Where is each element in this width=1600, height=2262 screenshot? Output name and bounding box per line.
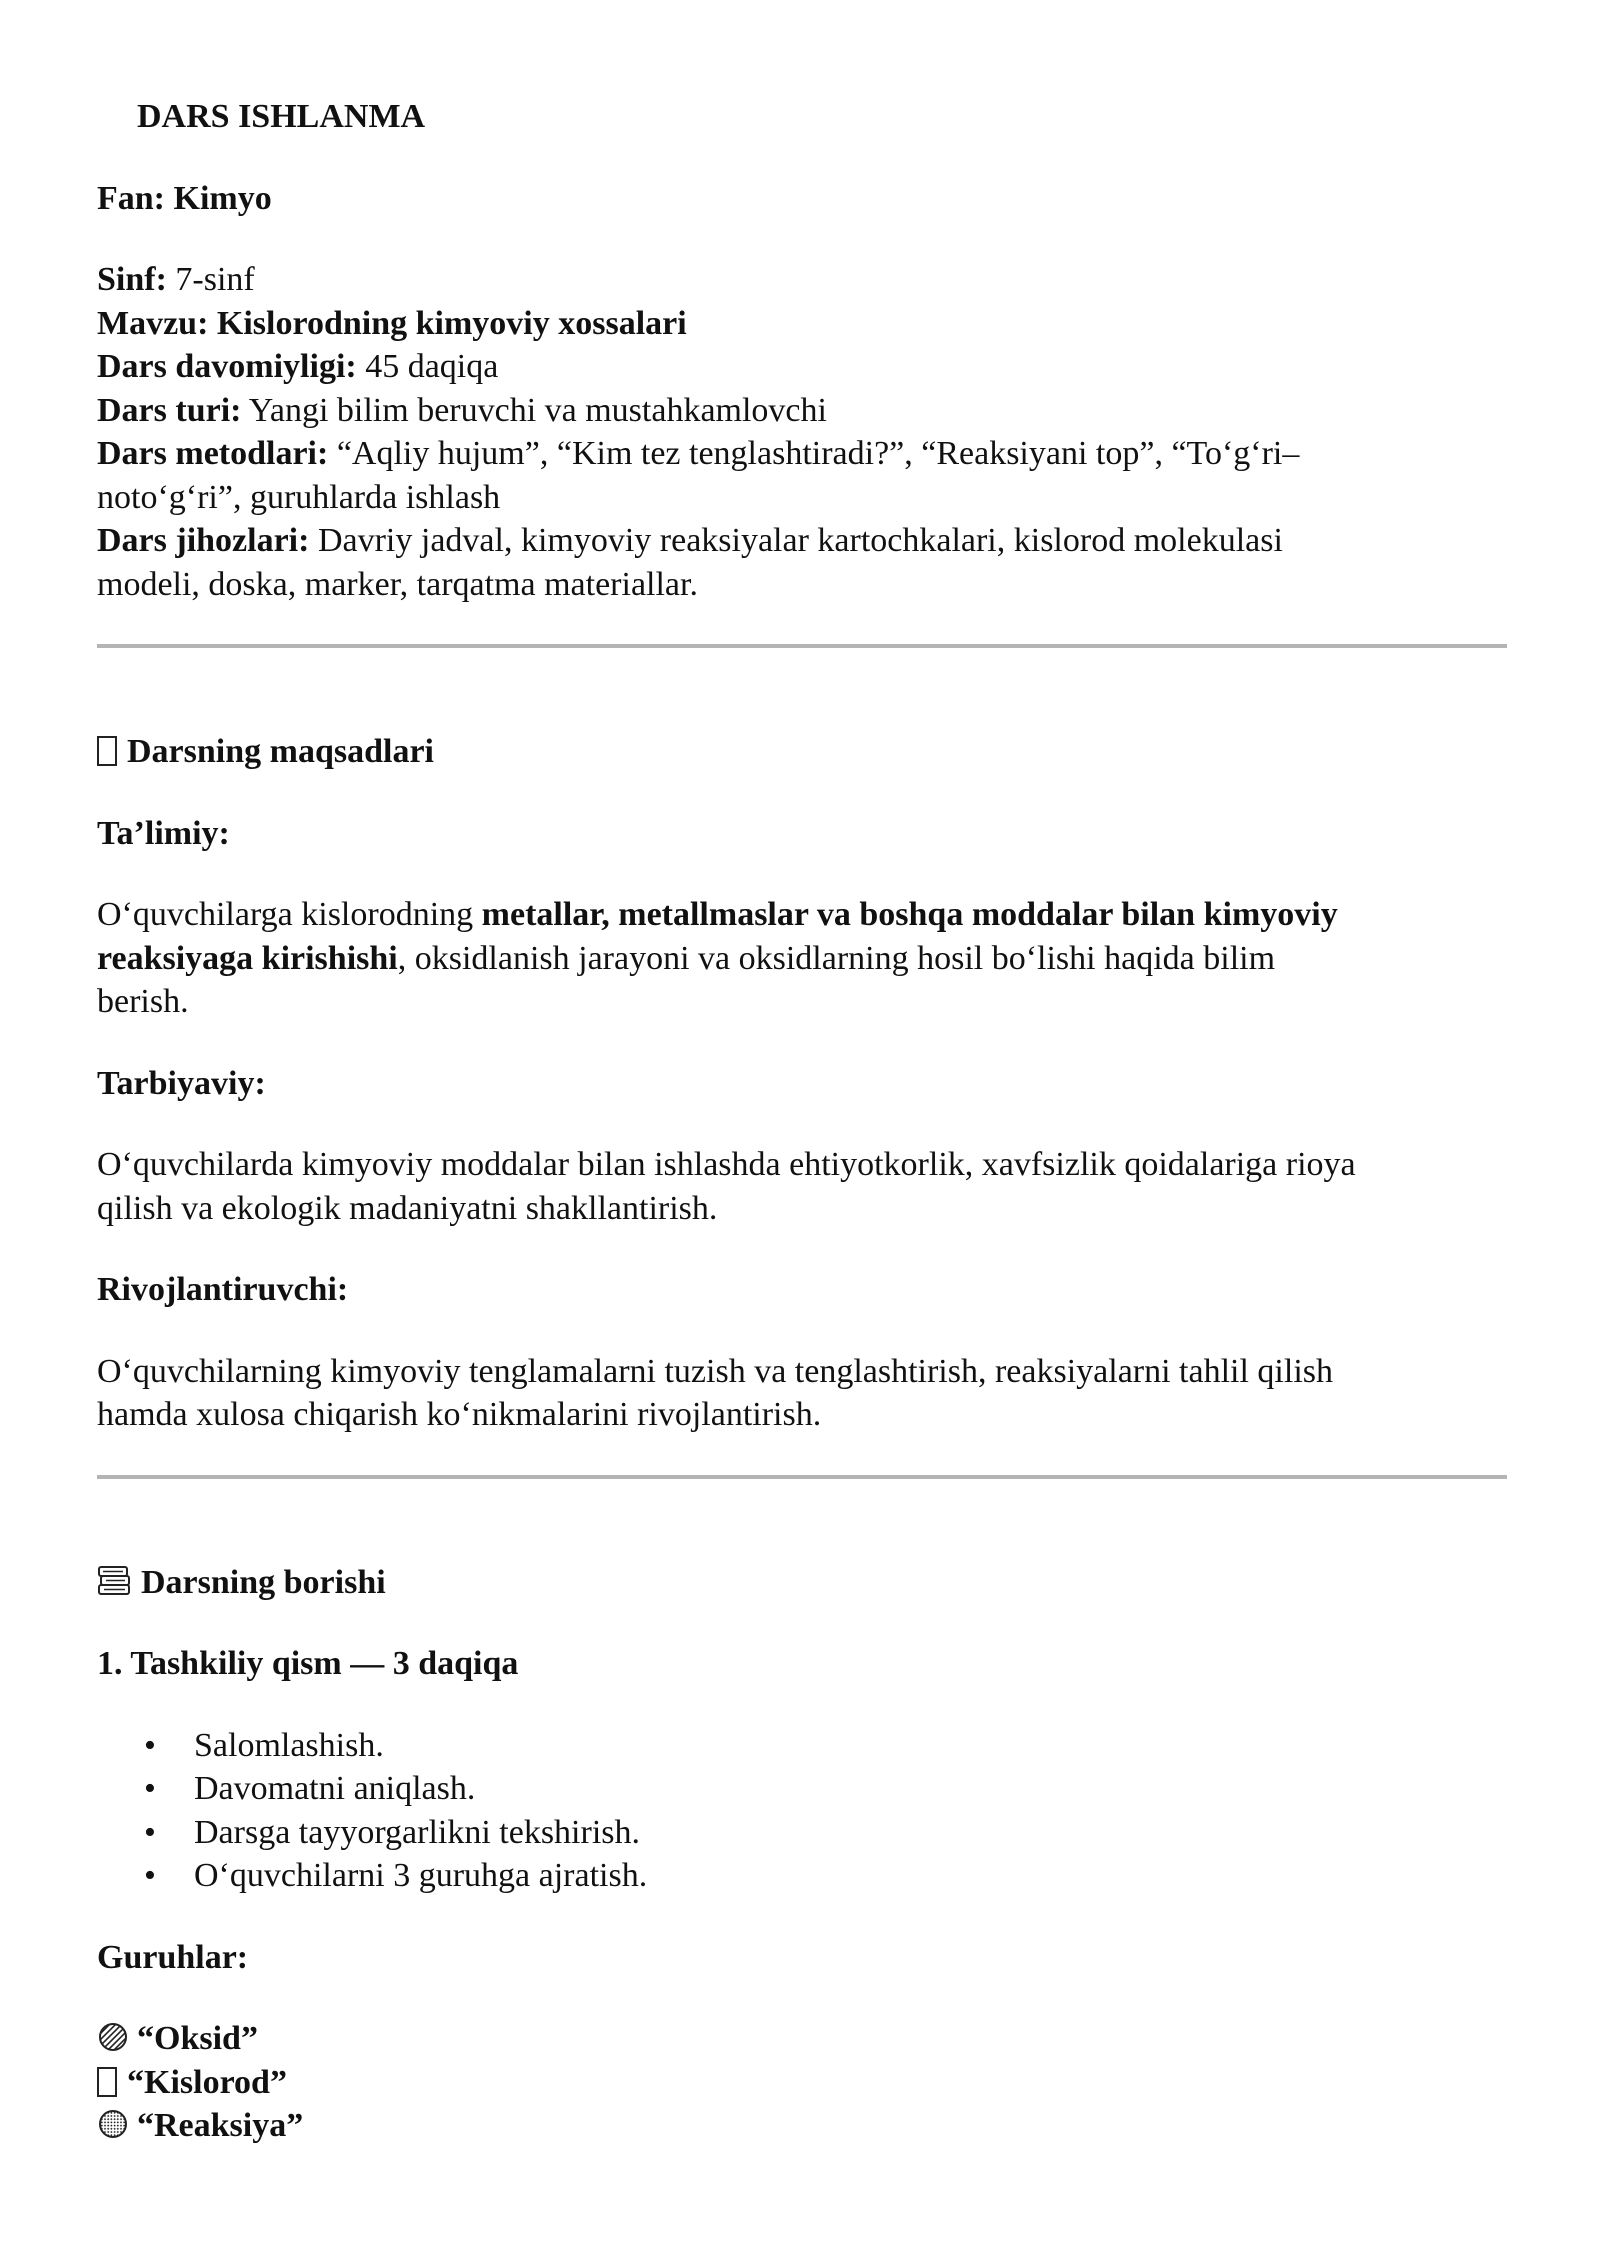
upbringing-goal-line-2: qilish va ekologik madaniyatni shakllantirish. xyxy=(97,1189,718,1227)
groups-heading: Guruhlar: xyxy=(97,1938,249,1976)
bullet: • xyxy=(144,1857,156,1894)
educational-goal-line-1 xyxy=(97,893,1507,937)
developmental-goal-line-1: O‘quvchilarning kimyoviy tenglamalarni tuzish va tenglashtirish, reaksiyalarni tahlil qilish xyxy=(97,1352,1334,1390)
progress-heading-text: Darsning borishi xyxy=(141,1563,386,1601)
developmental-goal-heading: Rivojlantiruvchi: xyxy=(97,1271,349,1308)
lesson-type-value: Yangi bilim beruvchi va mustahkamlovchi xyxy=(248,391,827,429)
upbringing-goal-heading: Tarbiyaviy: xyxy=(97,1064,266,1102)
document-title: DARS ISHLANMA xyxy=(137,98,426,135)
bullet: • xyxy=(144,1770,156,1807)
list-item-text: Davomatni aniqlash. xyxy=(194,1770,476,1807)
bullet: • xyxy=(144,1813,156,1851)
goals-heading xyxy=(97,730,1507,774)
equipment-value-2: modeli, doska, marker, tarqatma materiallar. xyxy=(97,565,698,603)
list-item-text: Darsga tayyorgarlikni tekshirish. xyxy=(194,1813,641,1851)
educational-goal-line-3: berish. xyxy=(97,983,189,1020)
equipment-value-1: Davriy jadval, kimyoviy reaksiyalar kartochkalari, kislorod molekulasi xyxy=(317,522,1283,559)
groups-list xyxy=(97,2017,1507,2148)
duration-line xyxy=(97,345,1507,389)
methods-label: Dars metodlari: xyxy=(97,435,329,472)
lesson-type-line xyxy=(97,389,1507,433)
upbringing-goal-line-1: O‘quvchilarda kimyoviy moddalar bilan ishlashda ehtiyotkorlik, xavfsizlik qoidalariga rioya xyxy=(97,1146,1356,1183)
grade-label: Sinf: xyxy=(97,261,167,298)
educational-goal-pre: O‘quvchilarga kislorodning xyxy=(97,896,482,933)
divider xyxy=(97,644,1507,648)
subject-line xyxy=(97,177,1507,221)
stage-1-list xyxy=(97,1724,1507,1898)
list-item xyxy=(97,1854,1507,1898)
hatched-circle-icon xyxy=(97,2021,129,2053)
group-reaksiya xyxy=(97,2104,1507,2148)
developmental-goal-text xyxy=(97,1350,1507,1437)
stage-1-heading: 1. Tashkiliy qism — 3 daqiqa xyxy=(97,1645,519,1682)
document-page xyxy=(97,95,1507,2148)
group-name: “Kislorod” xyxy=(127,2063,287,2101)
lesson-meta xyxy=(97,258,1507,606)
methods-value-2: noto‘g‘ri”, guruhlarda ishlash xyxy=(97,478,501,516)
grade-line xyxy=(97,258,1507,302)
topic-line: Mavzu: Kislorodning kimyoviy xossalari xyxy=(97,304,687,342)
educational-goal-post-1: , oksidlanish jarayoni va oksidlarning hosil bo‘lishi haqida bilim xyxy=(397,939,1276,977)
educational-goal-bold-1: metallar, metallmaslar va boshqa moddalar bilan kimyoviy xyxy=(481,896,1338,933)
dotted-circle-icon xyxy=(97,2108,129,2140)
goals-heading-text: Darsning maqsadlari xyxy=(127,733,434,770)
methods-value-1: “Aqliy hujum”, “Kim tez tenglashtiradi?”, “Reaksiyani top”, “To‘g‘ri– xyxy=(336,435,1300,472)
duration-value: 45 daqiqa xyxy=(365,348,499,385)
missing-glyph-box-icon xyxy=(97,2067,117,2097)
educational-goal-text xyxy=(97,893,1507,1024)
missing-glyph-box-icon xyxy=(97,736,117,766)
group-name: “Oksid” xyxy=(137,2020,258,2057)
list-item-text: Salomlashish. xyxy=(194,1726,384,1764)
list-item-text: O‘quvchilarni 3 guruhga ajratish. xyxy=(194,1857,648,1894)
developmental-goal-line-2: hamda xulosa chiqarish ko‘nikmalarini rivojlantirish. xyxy=(97,1396,822,1433)
educational-goal-heading: Ta’limiy: xyxy=(97,814,230,852)
methods-line xyxy=(97,432,1507,476)
equipment-label: Dars jihozlari: xyxy=(97,522,310,559)
subject-label: Fan: xyxy=(97,179,165,217)
divider xyxy=(97,1475,1507,1479)
progress-heading xyxy=(97,1561,1507,1605)
educational-goal-line-2 xyxy=(97,937,1507,981)
duration-label: Dars davomiyligi: xyxy=(97,348,357,385)
educational-goal-bold-2: reaksiyaga kirishishi xyxy=(97,939,398,977)
group-kislorod xyxy=(97,2061,1507,2105)
group-name: “Reaksiya” xyxy=(137,2107,304,2144)
list-item xyxy=(97,1724,1507,1768)
list-item xyxy=(97,1767,1507,1811)
grade-value: 7-sinf xyxy=(175,261,255,298)
books-icon xyxy=(97,1565,131,1597)
equipment-line xyxy=(97,519,1507,563)
upbringing-goal-text xyxy=(97,1143,1507,1230)
list-item xyxy=(97,1811,1507,1855)
group-oksid xyxy=(97,2017,1507,2061)
bullet: • xyxy=(144,1726,156,1764)
lesson-type-label: Dars turi: xyxy=(97,391,242,429)
subject-value: Kimyo xyxy=(173,179,272,217)
